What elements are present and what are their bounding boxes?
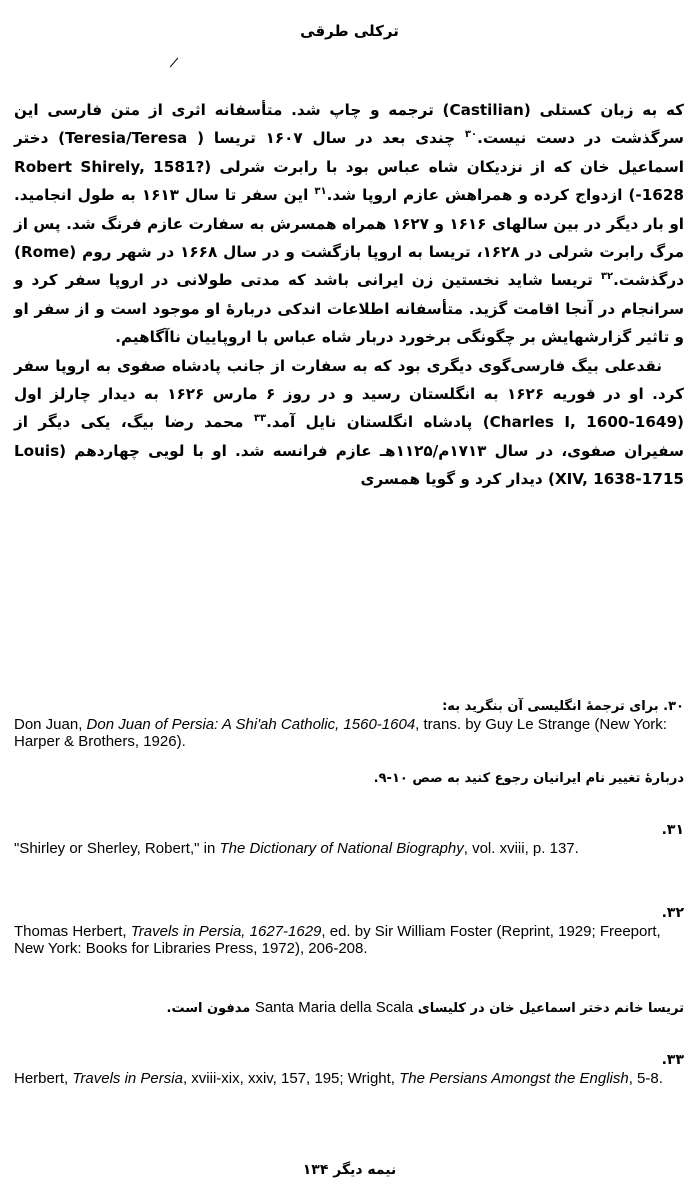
footnote-30-heading: ۳۰. برای ترجمهٔ انگلیسی آن بنگرید به: (442, 699, 684, 714)
fn33-rest: , 5-8. (628, 1070, 663, 1087)
fn32-note-church: Santa Maria della Scala (254, 999, 414, 1016)
fn31-rest: , vol. xviii, p. 137. (463, 840, 579, 857)
fn31-pre: "Shirley or Sherley, Robert," in (14, 840, 220, 857)
fn33-mid: , xviii-xix, xxiv, 157, 195; Wright, (182, 1070, 400, 1087)
fn31-title: The Dictionary of National Biography (219, 840, 464, 857)
fn32-note-a: تریسا خانم دختر اسماعیل خان در کلیسای (413, 1001, 684, 1016)
fn30-title: Don Juan of Persia: A Shi'ah Catholic, 1560-1604 (86, 716, 416, 733)
fn30-rest: , trans. by Guy Le Strange (New York: Harper & Brothers, 1926). (14, 716, 667, 750)
footnote-32-number: ۳۲. (661, 905, 684, 921)
stray-pen-mark (170, 58, 178, 68)
p1-text-d: تریسا شاید نخستین زن ایرانی باشد که مدتی طولانی در اروپا سفر کرد و سرانجام در آنجا اقامت گزید. متأسفانه اطلاعات اندکی دربارهٔ او موجود است و از سفر او و تاثیر گزارشهایش بر چگونگی برخورد دربار شاه عباس با اروپاییان ناآگاهیم. (14, 271, 684, 347)
footnote-33-citation (14, 1070, 684, 1087)
p1-text-c: این سفر تا سال ۱۶۱۳ به طول انجامید. او بار دیگر در بین سالهای ۱۶۱۶ و ۱۶۲۷ همراه همسرش به سفارت عازم فرنگ شد. پس از مرگ رابرت شرلی در ۱۶۲۸، تریسا به اروپا بازگشت و در سال ۱۶۶۸ در شهر روم (Rome) درگذشت. (14, 186, 685, 290)
footnote-31-citation (14, 840, 684, 857)
footnote-ref-33: ۳۳ (253, 413, 267, 425)
running-header: ترکلی طرقی (300, 22, 399, 40)
paragraph-2 (14, 352, 684, 494)
footnote-ref-32: ۳۲ (600, 271, 614, 283)
footnote-33-number: ۳۳. (661, 1052, 684, 1068)
p1-text-a: که به زبان کستلی (Castilian) ترجمه و چاپ شد. متأسفانه اثری از متن فارسی این سرگذشت در دست نیست. (14, 101, 684, 148)
footnote-32-citation (14, 923, 684, 957)
footnote-32-note (14, 999, 684, 1017)
p2-text-a: نقدعلی بیگ فارسی‌گوی دیگری بود که به سفارت از جانب پادشاه صفوی به اروپا سفر کرد. او در فوریه ۱۶۲۶ به انگلستان رسید و در روز ۶ مارس ۱۶۲۶ به دیدار چارلز اول (Charles I, 1600-1649) پادشاه انگلستان نایل آمد. (14, 356, 684, 432)
fn32-rest: , ed. by Sir William Foster (Reprint, 1929; Freeport, New York: Books for Libraries Press, 1972), 206-208. (14, 923, 661, 957)
fn30-author: Don Juan, (14, 716, 87, 733)
fn32-title: Travels in Persia, 1627-1629 (130, 923, 322, 940)
footnote-30-note: دربارهٔ تغییر نام ایرانیان رجوع کنید به صص ۱۰-۹. (373, 771, 684, 786)
fn33-pre: Herbert, (14, 1070, 73, 1087)
paragraph-1 (14, 96, 684, 352)
fn32-pre: Thomas Herbert, (14, 923, 131, 940)
p2-text-b: محمد رضا بیگ، یکی دیگر از سفیران صفوی، در سال ۱۷۱۳م/۱۱۲۵هـ عازم فرانسه شد. او با لویی چهاردهم (Louis XIV, 1638-1715) دیدار کرد و گویا همسری (14, 413, 684, 489)
fn32-note-b: مدفون است. (166, 1001, 255, 1016)
page-footer: نیمه دیگر ۱۳۴ (302, 1162, 397, 1178)
p1-text-b: چندی بعد در سال ۱۶۰۷ تریسا ( Teresia/Teresa) دختر اسماعیل خان که از نزدیکان شاه عباس بود با رابرت شرلی (Robert Shirely, 1581?-1628) ازدواج کرده و همراهش عازم اروپا شد. (14, 129, 684, 205)
fn33-title: Travels in Persia (72, 1070, 183, 1087)
footnote-ref-31: ۳۱ (314, 186, 327, 198)
footnote-30-citation (14, 716, 684, 750)
main-text (14, 96, 684, 494)
footnote-31-number: ۳۱. (661, 822, 684, 838)
fn33-title2: The Persians Amongst the English (399, 1070, 629, 1087)
footnote-ref-30: ۳۰ (464, 129, 478, 141)
